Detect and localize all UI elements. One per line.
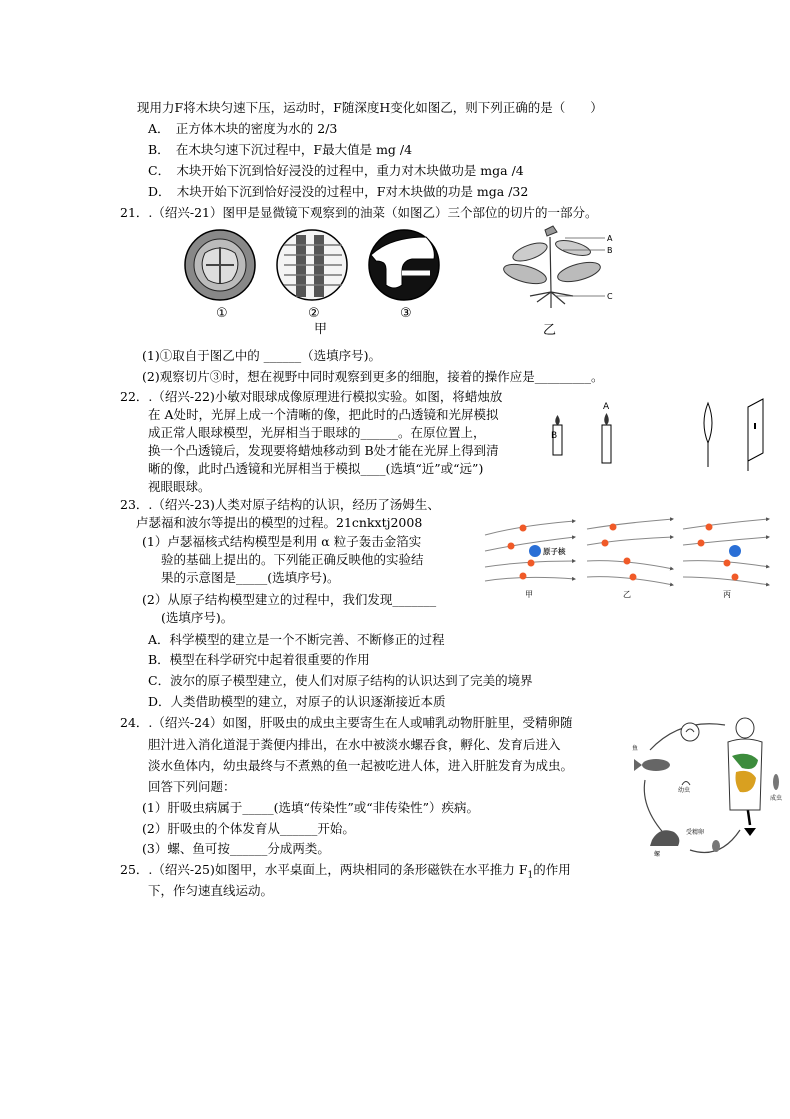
nucleus-bing (729, 545, 741, 557)
panel-yi (587, 519, 673, 585)
plant-label-a: A (607, 234, 613, 243)
plant-label-b: B (607, 246, 613, 255)
adult-fluke-icon (773, 774, 779, 790)
q23-line-6: (2）从原子结构模型建立的过程中，我们发现_______ (142, 592, 437, 607)
larva-icon (681, 723, 699, 741)
panel-label-bing: 丙 (723, 590, 731, 599)
panel-label-yi: 乙 (623, 590, 631, 599)
liver-fluke-lifecycle-figure (630, 710, 785, 860)
q20-stem: 现用力F将木块匀速下压，运动时，F随深度H变化如图乙，则下列正确的是（ ） (137, 100, 603, 115)
egg-icon (712, 840, 720, 852)
q23-option-c: C．波尔的原子模型建立，使人们对原子结构的认识达到了完美的境界 (148, 673, 533, 688)
adult-label: 成虫 (770, 795, 783, 802)
q25-line-1 (120, 862, 571, 884)
q24-sub-3: (3）螺、鱼可按______分成两类。 (142, 841, 330, 856)
candle-a (602, 402, 611, 463)
slide-2-label: ② (308, 306, 320, 321)
q21-sub1: (1)①取自于图乙中的 ______（选填序号)。 (142, 348, 382, 363)
q23-option-d: D．人类借助模型的建立，对原子的认识逐渐接近本质 (148, 694, 446, 709)
convex-lens (704, 403, 712, 467)
q23-line-3: (1）卢瑟福核式结构模型是利用 α 粒子轰击金箔实 (142, 534, 422, 549)
position-b-label: B (551, 431, 558, 441)
panel-jia (485, 521, 575, 581)
q22-line-6: 视眼眼球。 (148, 479, 211, 494)
q22-line-1: 22．.（绍兴-22)小敏对眼球成像原理进行模拟实验。如图，将蜡烛放 (120, 389, 503, 404)
q25-force-subscript: 1 (527, 870, 534, 881)
q23-line-4: 验的基础上提出的。下列能正确反映他的实验结 (161, 552, 424, 567)
q20-option-a: A． 正方体木块的密度为水的 2/3 (148, 121, 338, 136)
microscope-slides-figure (180, 225, 450, 340)
snail-icon (650, 830, 679, 846)
q25-line-1-end: 的作用 (533, 862, 571, 877)
slide-3-root-hair (369, 230, 439, 300)
light-screen (748, 399, 763, 471)
q24-line-4: 回答下列问题： (148, 779, 236, 794)
q23-line-5: 果的示意图是_____(选填序号)。 (161, 570, 340, 585)
rapeseed-plant-figure (495, 222, 625, 340)
figure-yi-label: 乙 (543, 323, 557, 338)
q22-line-5: 晰的像，此时凸透镜和光屏相当于模拟____(选填“近”或“远”) (148, 461, 484, 476)
q23-option-a: A．科学模型的建立是一个不断完善、不断修正的过程 (148, 632, 445, 647)
slide-2-vessels (277, 230, 347, 300)
slide-3-label: ③ (400, 306, 412, 321)
human-body-icon (728, 718, 762, 810)
nucleus-jia (529, 545, 541, 557)
q23-line-7: (选填序号)。 (161, 610, 234, 625)
q23-line-1: 23．.（绍兴-23)人类对原子结构的认识，经历了汤姆生、 (120, 497, 440, 512)
panel-bing (683, 519, 769, 585)
q22-line-4: 换一个凸透镜后，发现要将蜡烛移动到 B处才能在光屏上得到清 (148, 443, 499, 458)
fish-icon (634, 759, 670, 771)
nucleus-label: 原子核 (543, 547, 566, 556)
q20-option-d: D． 木块开始下沉到恰好浸没的过程中，F对木块做的功是 mga /32 (148, 184, 529, 199)
q24-sub-1: (1）肝吸虫病属于_____(选填“传染性”或“非传染性”）疾病。 (142, 800, 480, 815)
alpha-scattering-figure (483, 515, 773, 600)
q24-line-3: 淡水鱼体内，幼虫最终与不煮熟的鱼一起被吃进人体，进入肝脏发育为成虫。 (148, 758, 574, 773)
panel-label-jia: 甲 (525, 590, 533, 599)
q25-line-2: 下，作匀速直线运动。 (148, 883, 274, 898)
position-a-label: A (603, 402, 610, 412)
slide-1-label: ① (216, 306, 228, 321)
larva-label: 幼虫 (678, 787, 691, 794)
q23-line-2: 卢瑟福和波尔等提出的模型的过程。21cnkxtj2008 (136, 515, 423, 530)
q21-title: 21．.（绍兴-21）图甲是显微镜下观察到的油菜（如图乙）三个部位的切片的一部分。 (120, 205, 598, 220)
egg-label: 受精卵 (686, 829, 705, 836)
q25-line-1-text: 25．.（绍兴-25)如图甲，水平桌面上，两块相同的条形磁铁在水平推力 F (120, 862, 528, 877)
figure-jia-label: 甲 (314, 322, 328, 337)
q23-option-b: B．模型在科学研究中起着很重要的作用 (148, 652, 370, 667)
plant-label-c: C (607, 292, 613, 301)
candle-b (551, 415, 562, 455)
q24-line-2: 胆汁进入消化道混于粪便内排出，在水中被淡水螺吞食，孵化、发育后进入 (148, 737, 561, 752)
q24-line-1: 24．.（绍兴-24）如图，肝吸虫的成虫主要寄生在人或哺乳动物肝脏里，受精卵随 (120, 715, 573, 730)
q20-option-b: B． 在木块匀速下沉过程中，F最大值是 mg /4 (148, 142, 413, 157)
lens-experiment-figure (548, 395, 778, 475)
q20-option-c: C． 木块开始下沉到恰好浸没的过程中，重力对木块做功是 mga /4 (148, 163, 524, 178)
q22-line-2: 在 A处时，光屏上成一个清晰的像，把此时的凸透镜和光屏模拟 (148, 407, 499, 422)
q22-line-3: 成正常人眼球模型，光屏相当于眼球的______。在原位置上， (148, 425, 486, 440)
snail-label: 螺 (654, 851, 661, 858)
q24-sub-2: (2）肝吸虫的个体发育从______开始。 (142, 821, 355, 836)
fish-label: 鱼 (632, 745, 639, 752)
slide-1-cross-section (185, 230, 255, 300)
q21-sub2: (2)观察切片③时，想在视野中同时观察到更多的细胞，接着的操作应是_________。 (142, 369, 604, 384)
